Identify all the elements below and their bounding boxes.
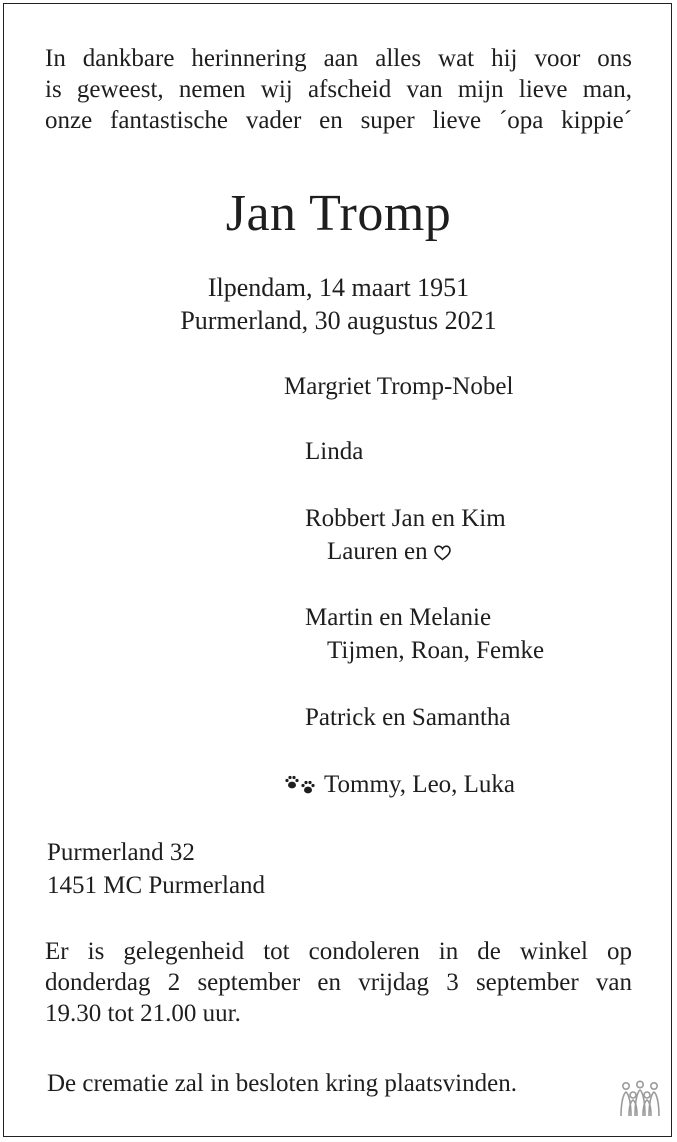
family-member: Patrick en Samantha <box>305 704 511 731</box>
intro-line: is geweest, nemen wij afscheid van mijn lieve man, <box>45 76 632 103</box>
grandchildren-line <box>327 536 451 570</box>
condolence-paragraph <box>45 936 632 1029</box>
intro-line: onze fantastische vader en super lieve ´opa kippie´ <box>45 107 632 134</box>
family-member: Linda <box>305 438 364 465</box>
birth-line: Ilpendam, 14 maart 1951 <box>207 273 470 302</box>
condolence-line: 19.30 tot 21.00 uur. <box>45 1000 241 1027</box>
pet-names: Tommy, Leo, Luka <box>324 771 516 798</box>
address-street: Purmerland 32 <box>47 839 195 866</box>
paw-prints-icon <box>284 772 318 805</box>
grandchildren-names: Tijmen, Roan, Femke <box>327 637 545 664</box>
family-member: Robbert Jan en Kim <box>305 505 506 532</box>
people-logo-icon <box>618 1080 662 1125</box>
deceased-name: Jan Tromp <box>225 185 452 242</box>
pets-line <box>284 769 515 805</box>
intro-line: In dankbare herinnering aan alles wat hij voor ons <box>45 45 632 72</box>
death-line: Purmerland, 30 augustus 2021 <box>180 306 497 335</box>
condolence-line: Er is gelegenheid tot condoleren in de winkel op <box>45 938 632 965</box>
heart-outline-icon <box>434 538 451 570</box>
address-postal: 1451 MC Purmerland <box>47 872 266 899</box>
condolence-line: donderdag 2 september en vrijdag 3 september van <box>45 969 632 996</box>
spouse-name: Margriet Tromp-Nobel <box>284 373 514 400</box>
intro-paragraph <box>45 43 632 136</box>
cremation-note: De crematie zal in besloten kring plaatsvinden. <box>47 1070 517 1097</box>
family-member: Martin en Melanie <box>305 604 492 631</box>
grandchildren-names: Lauren en <box>327 538 428 565</box>
